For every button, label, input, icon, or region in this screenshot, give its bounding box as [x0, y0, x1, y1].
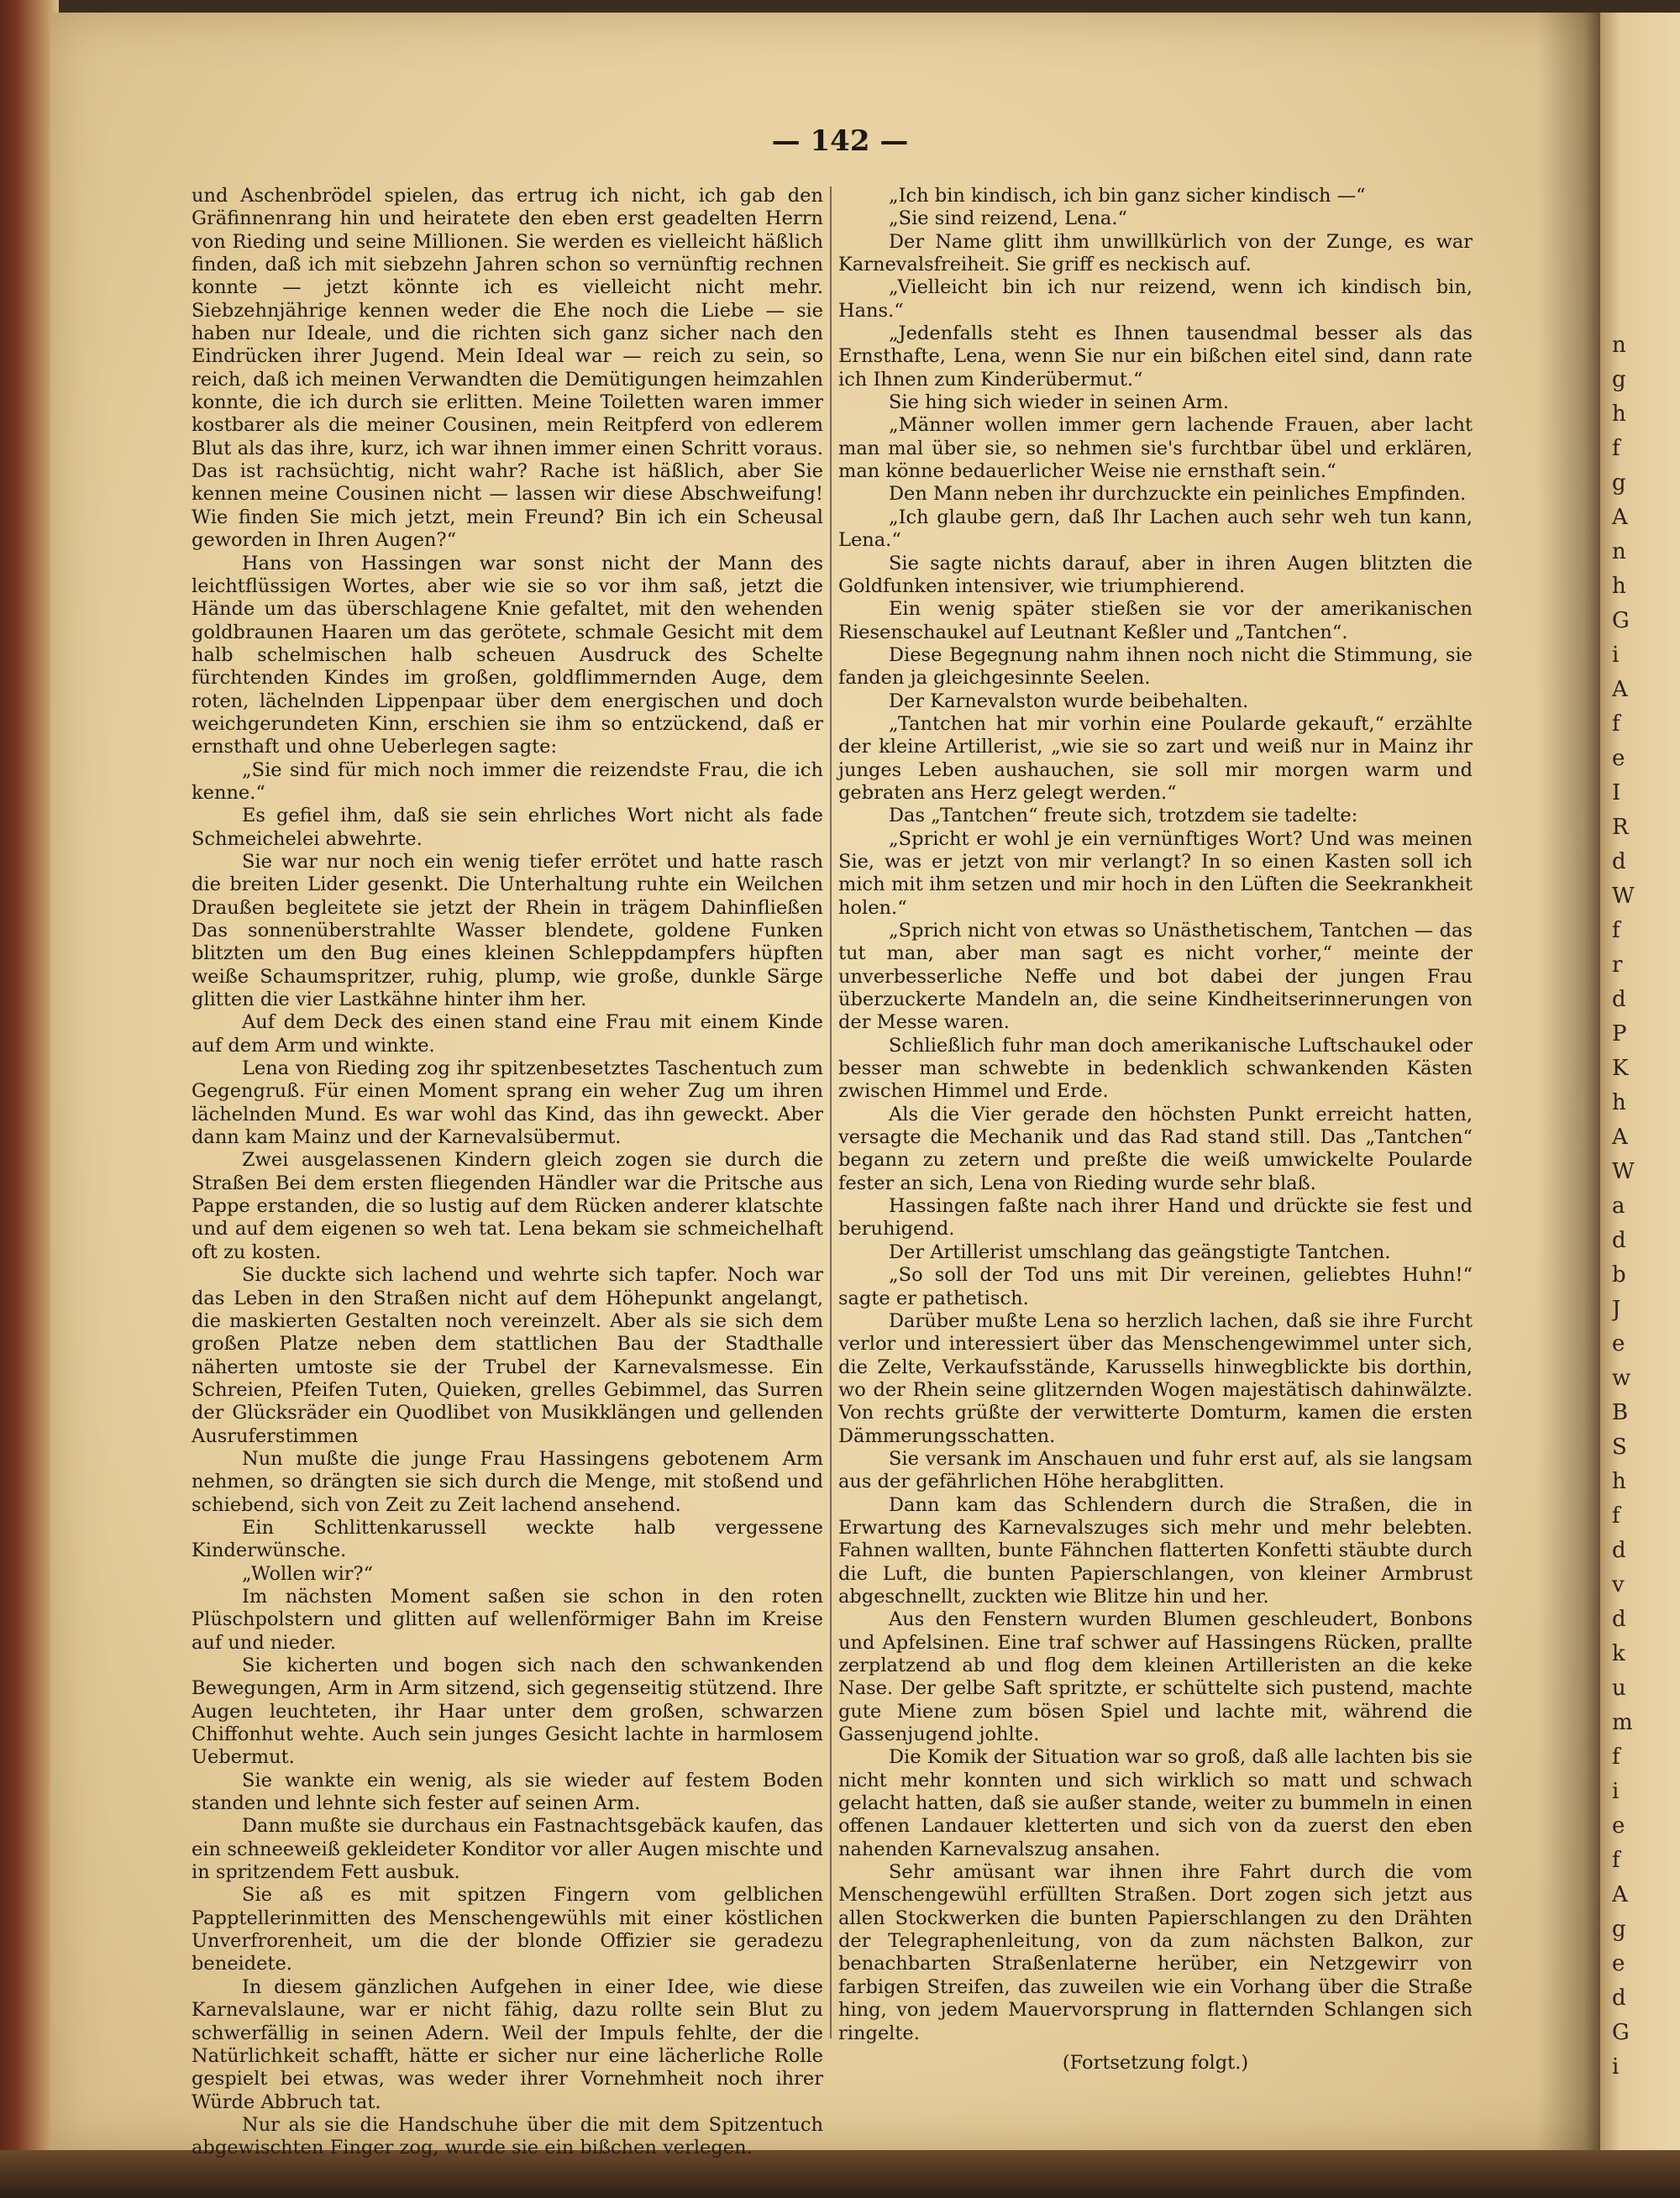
adjacent-page-fragment: d	[1612, 1228, 1626, 1253]
paragraph: Zwei ausgelassenen Kindern gleich zogen sie durch die Straßen Bei dem ersten fliegenden Händler war die Pritsche aus Pappe erstanden, die so lustig auf dem Rücken anderer klatschte und auf dem eigenen so weh tat. Lena bekam sie schmeichelhaft oft zu kosten.	[192, 1149, 823, 1263]
adjacent-page-fragment: W	[1612, 1159, 1635, 1184]
paragraph: Nur als sie die Handschuhe über die mit dem Spitzentuch abgewischten Finger zog, wurde sie ein bißchen verlegen.	[192, 2113, 823, 2159]
adjacent-page-fragment: W	[1612, 884, 1635, 909]
paragraph: Sie kicherten und bogen sich nach den schwankenden Bewegungen, Arm in Arm sitzend, sich gegenseitig stützend. Ihre Augen leuchteten, ihr Haar unter dem großen, schwarzen Chiffonhut wehte. Auch sein junges Gesicht lachte in harmlosem Uebermut.	[192, 1655, 823, 1769]
adjacent-page-fragment: g	[1612, 1917, 1626, 1942]
adjacent-page-fragment: h	[1612, 1469, 1626, 1494]
paragraph: „Sie sind reizend, Lena.“	[889, 207, 1127, 230]
continuation-note: (Fortsetzung folgt.)	[1062, 2051, 1249, 2074]
adjacent-page-fragment: d	[1612, 987, 1626, 1012]
adjacent-page-fragment: u	[1612, 1676, 1626, 1701]
adjacent-page-fragment: i	[1612, 643, 1620, 668]
paragraph: Sehr amüsant war ihnen ihre Fahrt durch die vom Menschengewühl erfüllten Straßen. Dort zogen sich jetzt aus allen Stockwerken die bunten Papierschlangen zu den Drähten der Telegraphenleitung, von da zum nächsten Balkon, zur benachbarten Straßenlaterne herüber, ein Netzgewirr von farbigen Streifen, das zuweilen wie ein Vorhang über die Straße hing, von jedem Mauervorsprung in flatternden Schlangen sich ringelte.	[838, 1861, 1473, 2044]
page-number: — 142 —	[771, 124, 909, 158]
adjacent-page-fragment: I	[1612, 780, 1621, 805]
paragraph: Hassingen faßte nach ihrer Hand und drückte sie fest und beruhigend.	[838, 1195, 1473, 1241]
paragraph: „Sie sind für mich noch immer die reizendste Frau, die ich kenne.“	[192, 758, 823, 804]
paragraph: Sie aß es mit spitzen Fingern vom gelblichen Papptellerinmitten des Menschengewühls mit einer köstlichen Unverfrorenheit, um die der blonde Offizier sie geradezu beneidete.	[192, 1884, 823, 1975]
adjacent-page-fragment: A	[1612, 677, 1628, 702]
paragraph: „Tantchen hat mir vorhin eine Poularde gekauft,“ erzählte der kleine Artillerist, „wie sie so zart und weiß nur in Mainz ihr junges Leben aushauchen, sie soll mir morgen warm und gebraten ans Herz gelegt werden.“	[838, 712, 1473, 804]
paragraph: Nun mußte die junge Frau Hassingens gebotenem Arm nehmen, so drängten sie sich durch die Menge, mit stoßend und schiebend, sich von Zeit zu Zeit lachend ansehend.	[192, 1447, 823, 1516]
adjacent-page-fragment: i	[1612, 2054, 1620, 2080]
paragraph: Der Artillerist umschlang das geängstigte Tantchen.	[889, 1241, 1391, 1263]
adjacent-page-fragment: w	[1612, 1366, 1631, 1391]
right-text-column	[838, 185, 1473, 2075]
adjacent-page-fragment: G	[1612, 2020, 1630, 2045]
adjacent-page-fragment: P	[1612, 1021, 1627, 1047]
adjacent-page-fragment: m	[1612, 1710, 1633, 1735]
adjacent-page-fragment: e	[1612, 1813, 1625, 1839]
paragraph: Sie wankte ein wenig, als sie wieder auf festem Boden standen und lehnte sich fester auf seinen Arm.	[192, 1769, 823, 1815]
adjacent-page-fragment: A	[1612, 1125, 1628, 1150]
adjacent-page-fragment: G	[1612, 608, 1630, 633]
paragraph: „Jedenfalls steht es Ihnen tausendmal besser als das Ernsthafte, Lena, wenn Sie nur ein bißchen eitel sind, dann rate ich Ihnen zum Kinderübermut.“	[838, 323, 1473, 391]
paragraph: „Ich bin kindisch, ich bin ganz sicher kindisch —“	[889, 185, 1366, 207]
adjacent-page-fragment: f	[1612, 1848, 1620, 1873]
paragraph: und Aschenbrödel spielen, das ertrug ich nicht, ich gab den Gräfinnenrang hin und heiratete den eben erst geadelten Herrn von Rieding und seine Millionen. Sie werden es vielleicht häßlich finden, daß ich mit siebzehn Jahren schon so vernünftig rechnen konnte — jetzt könnte ich es vielleicht nicht mehr. Siebzehnjährige kennen weder die Ehe noch die Liebe — sie haben nur Ideale, und die richten sich ganz sicher nach den Eindrücken ihrer Jugend. Mein Ideal war — reich zu sein, so reich, daß ich meinen Verwandten die Demütigungen heimzahlen konnte, die ich durch sie erlitten. Meine Toiletten waren immer kostbarer als die meiner Cousinen, mein Reitpferd von edlerem Blut als das ihre, kurz, ich war ihnen immer einen Schritt voraus. Das ist rachsüchtig, nicht wahr? Rache ist häßlich, aber Sie kennen meine Cousinen nicht — lassen wir diese Abschweifung! Wie finden Sie mich jetzt, mein Freund? Bin ich ein Scheusal geworden in Ihren Augen?“	[192, 185, 823, 552]
paragraph: Das „Tantchen“ freute sich, trotzdem sie tadelte:	[889, 805, 1358, 827]
adjacent-page-fragment: h	[1612, 574, 1626, 599]
adjacent-page-fragment: d	[1612, 849, 1626, 874]
adjacent-page-fragment: K	[1612, 1056, 1629, 1081]
paragraph: Aus den Fenstern wurden Blumen geschleudert, Bonbons und Apfelsinen. Eine traf schwer auf Hassingens Rücken, prallte zerplatzend ab und flog dem kleinen Artilleristen an die keke Nase. Der gelbe Saft spritzte, er schüttelte sich pustend, machte gute Miene zum bösen Spiel und lachte mit, während die Gassenjugend johlte.	[838, 1608, 1473, 1746]
adjacent-page-fragment: g	[1612, 367, 1626, 392]
adjacent-page-edge	[1600, 13, 1680, 2163]
column-divider	[830, 186, 832, 2038]
adjacent-page-fragment: f	[1612, 436, 1620, 461]
paragraph: Sie war nur noch ein wenig tiefer errötet und hatte rasch die breiten Lider gesenkt. Die Unterhaltung ruhte ein Weilchen Draußen begleitete sie jetzt der Rhein in trägem Dahinfließen Das sonnenüberstrahlte Wasser blendete, goldene Funken blitzten um den Bug eines kleinen Schleppdampfers hüpften weiße Schaumspritzer, ruhig, plump, wie große, dunkle Särge glitten die vier Lastkähne hinter ihm her.	[192, 850, 823, 1011]
adjacent-page-fragment: J	[1612, 1297, 1621, 1322]
paragraph: Darüber mußte Lena so herzlich lachen, daß sie ihre Furcht verlor und interessiert über das Menschengewimmel unter sich, die Zelte, Verkaufsstände, Karussells hinwegblickte bis dorthin, wo der Rhein seine glitzernden Wogen majestätisch dahinwälzte. Von rechts grüßte der verwitterte Domturm, kamen die ersten Dämmerungsschatten.	[838, 1309, 1473, 1447]
adjacent-page-fragment: n	[1612, 333, 1626, 358]
adjacent-page-fragment: A	[1612, 505, 1628, 530]
paragraph: Die Komik der Situation war so groß, daß alle lachten bis sie nicht mehr konnten und sich wirklich so matt und schwach gelacht hatten, daß sie außer stande, weiter zu bummeln in einen offenen Landauer kletterten und sich von da zuerst den eben nahenden Karnevalszug ansahen.	[838, 1746, 1473, 1860]
paragraph: Schließlich fuhr man doch amerikanische Luftschaukel oder besser man schwebte in bedenklich schwankenden Kästen zwischen Himmel und Erde.	[838, 1034, 1473, 1103]
adjacent-page-fragment: e	[1612, 1951, 1625, 1976]
adjacent-page-fragment: a	[1612, 1193, 1625, 1219]
adjacent-page-fragment: v	[1612, 1572, 1625, 1597]
paragraph: Sie duckte sich lachend und wehrte sich tapfer. Noch war das Leben in den Straßen nicht auf dem Höhepunkt angelangt, die maskierten Gestalten noch vereinzelt. Aber als sie sich dem großen Platze neben dem stattlichen Bau der Stadthalle näherten umtoste sie der Trubel der Karnevalsmesse. Ein Schreien, Pfeifen Tuten, Quieken, grelles Gebimmel, das Surren der Glücksräder ein Quodlibet von Musikklängen und gellenden Ausruferstimmen	[192, 1264, 823, 1447]
adjacent-page-fragment: e	[1612, 746, 1625, 771]
paragraph: Sie hing sich wieder in seinen Arm.	[889, 391, 1230, 414]
paragraph: Es gefiel ihm, daß sie sein ehrliches Wort nicht als fade Schmeichelei abwehrte.	[192, 805, 823, 850]
adjacent-page-fragment: f	[1612, 711, 1620, 737]
adjacent-page-fragment: r	[1612, 952, 1623, 978]
paragraph: Sie sagte nichts darauf, aber in ihren Augen blitzten die Goldfunken intensiver, wie triumphierend.	[838, 552, 1473, 597]
adjacent-page-fragment: g	[1612, 470, 1626, 496]
adjacent-page-fragment: f	[1612, 1503, 1620, 1529]
adjacent-page-fragment: d	[1612, 1986, 1626, 2011]
paragraph: Als die Vier gerade den höchsten Punkt erreicht hatten, versagte die Mechanik und das Rad stand still. Das „Tantchen“ begann zu zetern und preßte die weiß umwickelte Poularde fester an sich, Lena von Rieding wurde sehr blaß.	[838, 1103, 1473, 1194]
adjacent-page-fragment: f	[1612, 1744, 1620, 1770]
adjacent-page-fragment: h	[1612, 401, 1626, 427]
adjacent-page-fragment: B	[1612, 1400, 1629, 1425]
left-text-column	[192, 185, 823, 2160]
paragraph: „Wollen wir?“	[242, 1562, 374, 1585]
paragraph: Der Name glitt ihm unwillkürlich von der Zunge, es war Karnevalsfreiheit. Sie griff es neckisch auf.	[838, 230, 1473, 276]
paragraph: Der Karnevalston wurde beibehalten.	[889, 690, 1249, 712]
paragraph: „Vielleicht bin ich nur reizend, wenn ich kindisch bin, Hans.“	[838, 276, 1473, 322]
adjacent-page-fragment: A	[1612, 1882, 1628, 1907]
adjacent-page-fragment: h	[1612, 1090, 1626, 1115]
paragraph: In diesem gänzlichen Aufgehen in einer Idee, wie diese Karnevalslaune, war er nicht fähig, dazu rollte sein Blut zu schwerfällig in seinen Adern. Weil der Impuls fehlte, der die Natürlichkeit schafft, hätte er sicher nur eine lächerliche Rolle gespielt bei etwas, was weder ihrer Vornehmheit noch ihrer Würde Abbruch tat.	[192, 1975, 823, 2113]
adjacent-page-fragment: f	[1612, 918, 1620, 943]
paragraph: Hans von Hassingen war sonst nicht der Mann des leichtflüssigen Wortes, aber wie sie so vor ihm saß, jetzt die Hände um das überschlagene Knie gefaltet, mit den wehenden goldbraunen Haaren um das gerötete, schmale Gesicht mit dem halb schelmischen halb scheuen Ausdruck des Schelte fürchtenden Kindes im großen, goldflimmernden Auge, dem roten, lächelnden Lippenpaar über dem energischen und doch weichgerundeten Kinn, erschien sie ihm so entzückend, daß er ernsthaft und ohne Ueberlegen sagte:	[192, 552, 823, 758]
adjacent-page-fragment: d	[1612, 1538, 1626, 1563]
paragraph: Auf dem Deck des einen stand eine Frau mit einem Kinde auf dem Arm und winkte.	[192, 1011, 823, 1057]
paragraph: Dann mußte sie durchaus ein Fastnachtsgebäck kaufen, das ein schneeweiß gekleideter Konditor vor aller Augen mischte und in spritzendem Fett ausbuk.	[192, 1815, 823, 1884]
gutter-shadow	[1537, 13, 1604, 2150]
paragraph: „Spricht er wohl je ein vernünftiges Wort? Und was meinen Sie, was er jetzt von mir verlangt? In so einen Kasten soll ich mich mit ihm setzen und mir hoch in den Lüften die Seekrankheit holen.“	[838, 827, 1473, 919]
adjacent-page-fragment: b	[1612, 1262, 1626, 1288]
paragraph: Ein wenig später stießen sie vor der amerikanischen Riesenschaukel auf Leutnant Keßler und „Tantchen“.	[838, 598, 1473, 643]
paragraph: Sie versank im Anschauen und fuhr erst auf, als sie langsam aus der gefährlichen Höhe herabglitten.	[838, 1447, 1473, 1493]
adjacent-page-fragment: R	[1612, 815, 1629, 840]
paragraph: Den Mann neben ihr durchzuckte ein peinliches Empfinden.	[889, 483, 1467, 506]
paragraph: „Sprich nicht von etwas so Unästhetischem, Tantchen — das tut man, aber man sagt es nicht vorher,“ meinte der unverbesserliche Neffe und bot dabei der jungen Frau überzuckerte Mandeln an, die seine Kindheitserinnerungen von der Messe waren.	[838, 920, 1473, 1034]
paragraph: Lena von Rieding zog ihr spitzenbesetztes Taschentuch zum Gegengruß. Für einen Moment sprang ein weher Zug um ihren lächelnden Mund. Es war wohl das Kind, das ihn geweckt. Aber dann kam Mainz und der Karnevalsübermut.	[192, 1057, 823, 1149]
adjacent-page-fragment: e	[1612, 1331, 1625, 1356]
adjacent-page-fragment: n	[1612, 539, 1626, 564]
adjacent-page-fragment: d	[1612, 1607, 1626, 1632]
adjacent-page-fragment: S	[1612, 1435, 1627, 1460]
paragraph: „Ich glaube gern, daß Ihr Lachen auch sehr weh tun kann, Lena.“	[838, 506, 1473, 552]
paragraph: Diese Begegnung nahm ihnen noch nicht die Stimmung, sie fanden ja gleichgesinnte Seelen.	[838, 643, 1473, 690]
paragraph: Dann kam das Schlendern durch die Straßen, die in Erwartung des Karnevalszuges sich mehr und mehr belebten. Fahnen wallten, bunte Fähnchen flatterten Konfetti stäubte durch die Luft, die bunten Papierschlangen, von kleiner Armbrust abgeschnellt, zuckten wie Blitze hin und her.	[838, 1493, 1473, 1608]
adjacent-page-fragment: k	[1612, 1641, 1625, 1666]
paragraph: Ein Schlittenkarussell weckte halb vergessene Kinderwünsche.	[192, 1516, 823, 1562]
paragraph: „Männer wollen immer gern lachende Frauen, aber lacht man mal über sie, so nehmen sie's furchtbar übel und erklären, man könne bedauerlicher Weise nie ernsthaft sein.“	[838, 414, 1473, 483]
adjacent-page-fragment: i	[1612, 1779, 1620, 1804]
paragraph: Im nächsten Moment saßen sie schon in den roten Plüschpolstern und glitten auf wellenförmiger Bahn im Kreise auf und nieder.	[192, 1585, 823, 1654]
paragraph: „So soll der Tod uns mit Dir vereinen, geliebtes Huhn!“ sagte er pathetisch.	[838, 1264, 1473, 1309]
